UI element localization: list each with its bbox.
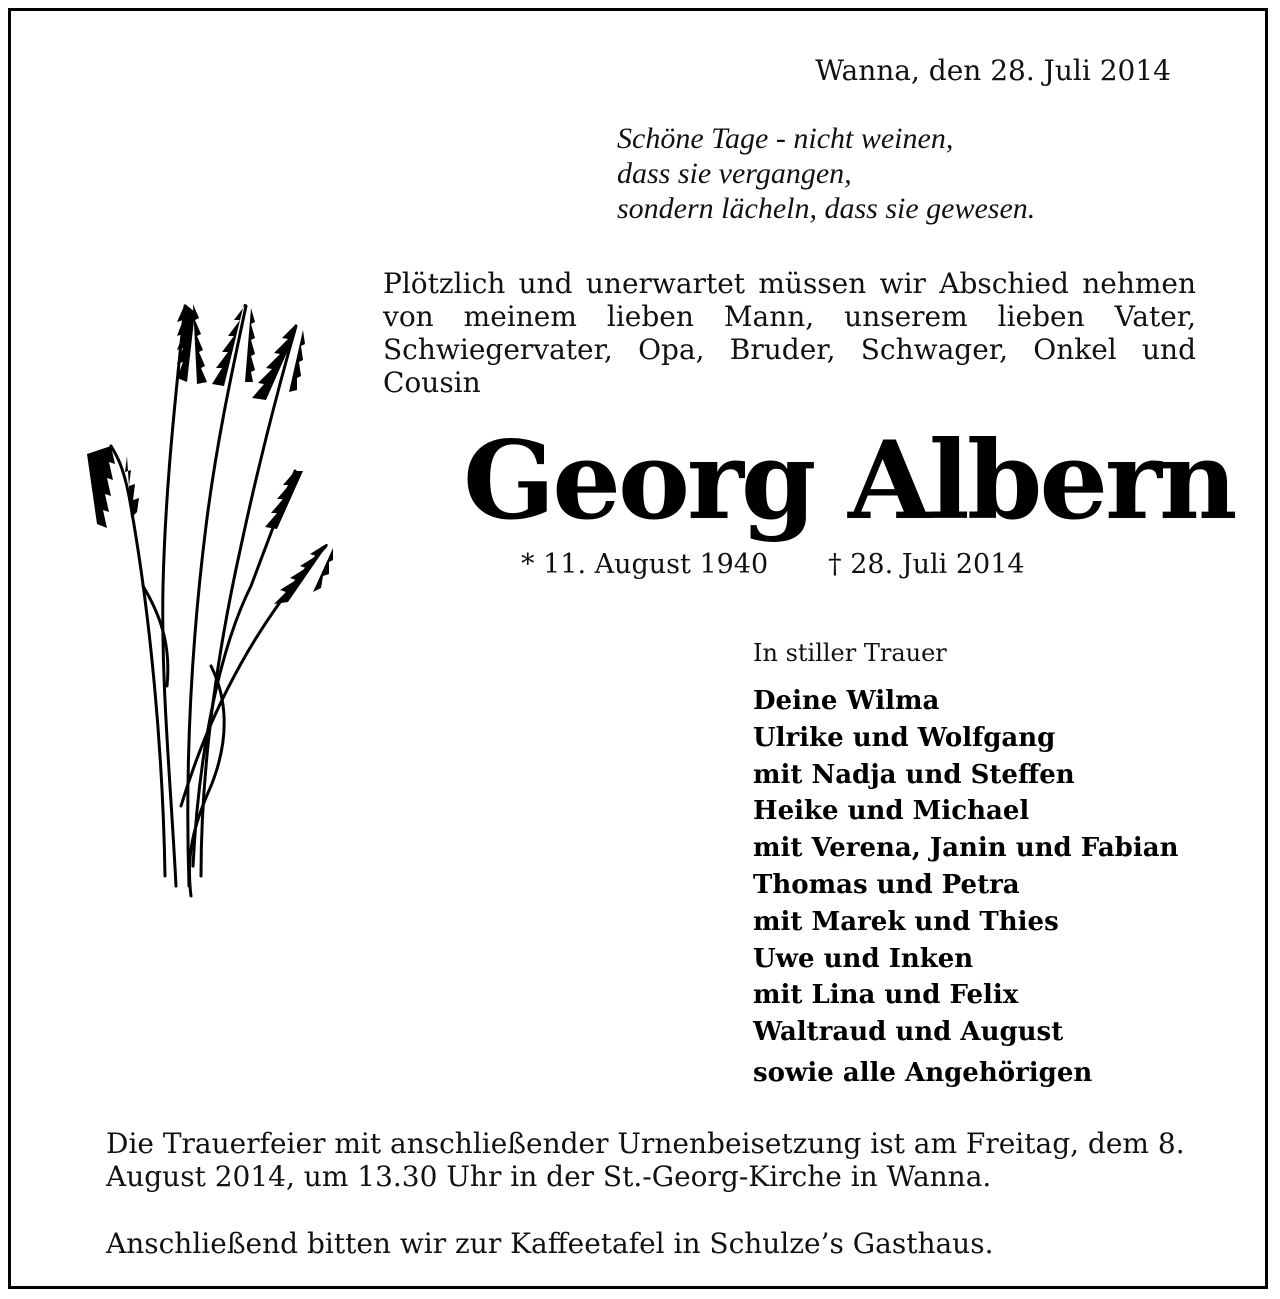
death-date: † 28. Juli 2014: [828, 549, 1025, 580]
mourners-list: [753, 683, 1178, 1092]
deceased-name: Georg Albern: [463, 418, 1235, 544]
poem-line: dass sie vergangen,: [617, 157, 852, 190]
mourning-heading: In stiller Trauer: [753, 639, 947, 667]
mourner-line: Heike und Michael: [753, 796, 1030, 827]
mourner-line: Thomas und Petra: [753, 869, 1020, 900]
poem: [617, 121, 1035, 226]
ceremony-text: Die Trauerfeier mit anschließender Urnenbeisetzung ist am Freitag, dem 8. August 2014, um 13.30 Uhr in der St.-Georg-Kirche in Wanna.: [106, 1127, 1185, 1193]
place-date: Wanna, den 28. Juli 2014: [815, 54, 1171, 87]
obituary-frame: [8, 8, 1268, 1289]
mourner-line: mit Marek und Thies: [753, 906, 1059, 937]
life-dates: [521, 547, 1025, 583]
mourner-line: Waltraud und August: [753, 1017, 1064, 1048]
intro-text: Plötzlich und unerwartet müssen wir Abschied nehmen von meinem lieben Mann, unserem lieben Vater, Schwiegervater, Opa, Bruder, Schwager, Onkel und Cousin: [383, 267, 1196, 399]
mourner-line: sowie alle Angehörigen: [753, 1057, 1093, 1088]
mourner-line: mit Nadja und Steffen: [753, 759, 1075, 790]
poem-line: Schöne Tage - nicht weinen,: [617, 122, 954, 155]
coffee-text: Anschließend bitten wir zur Kaffeetafel in Schulze’s Gasthaus.: [106, 1227, 994, 1260]
mourner-line: Deine Wilma: [753, 686, 940, 716]
mourner-line: mit Lina und Felix: [753, 980, 1019, 1011]
birth-date: * 11. August 1940: [521, 549, 769, 580]
wheat-sheaf-icon: [81, 286, 351, 906]
mourner-line: mit Verena, Janin und Fabian: [753, 833, 1179, 864]
mourner-line: Uwe und Inken: [753, 943, 974, 974]
mourner-line: Ulrike und Wolfgang: [753, 722, 1056, 753]
poem-line: sondern lächeln, dass sie gewesen.: [617, 192, 1036, 225]
